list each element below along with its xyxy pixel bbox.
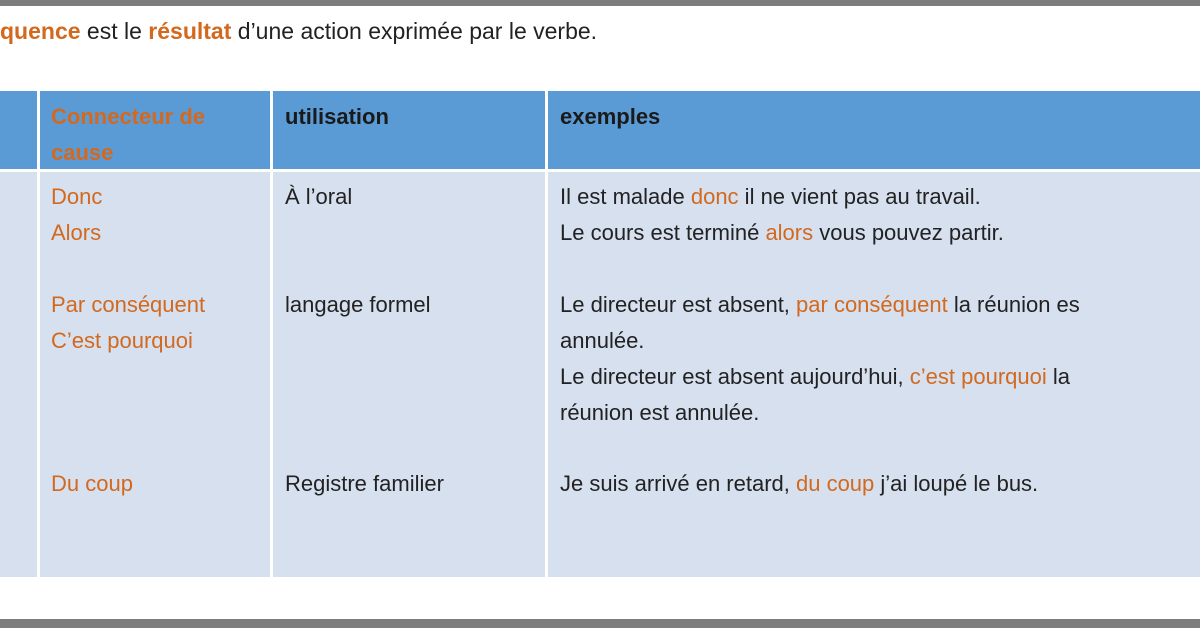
- connecteur-donc: Donc: [51, 184, 103, 209]
- exemple-line: Le directeur est absent, par conséquent la réunion es: [560, 292, 1080, 317]
- exemple-line: annulée.: [560, 328, 645, 353]
- utilisation-formel: langage formel: [285, 292, 431, 317]
- header-cell-exemples: [548, 91, 1200, 169]
- exemple-line: Il est malade donc il ne vient pas au travail.: [560, 184, 981, 209]
- header-connecteur: Connecteur de cause: [51, 104, 206, 165]
- top-border: [0, 0, 1200, 6]
- intro-sentence: [0, 18, 597, 45]
- intro-highlight-resultat: résultat: [148, 18, 232, 44]
- connecteur-alors: Alors: [51, 220, 102, 245]
- connecteur-du-coup: Du coup: [51, 471, 133, 496]
- exemple-line: Le directeur est absent aujourd’hui, c’est pourquoi la: [560, 364, 1071, 389]
- exemple-line: réunion est annulée.: [560, 400, 760, 425]
- connecteurs-table: [0, 91, 1200, 577]
- intro-highlight-consequence: quence: [0, 18, 81, 44]
- header-cell-empty: [0, 91, 37, 169]
- header-utilisation: utilisation: [285, 104, 389, 129]
- exemple-line: Le cours est terminé alors vous pouvez partir.: [560, 220, 1004, 245]
- connecteur-cest-pourquoi: C’est pourquoi: [51, 328, 193, 353]
- body-column-connecteurs: [40, 172, 270, 577]
- connecteur-par-consequent: Par conséquent: [51, 292, 206, 317]
- body-column-utilisation: [273, 172, 545, 577]
- utilisation-familier: Registre familier: [285, 471, 444, 496]
- bottom-border: [0, 619, 1200, 628]
- header-exemples: exemples: [560, 104, 661, 129]
- exemple-line: Je suis arrivé en retard, du coup j’ai loupé le bus.: [560, 471, 1039, 496]
- intro-text-2: d’une action exprimée par le verbe.: [231, 18, 598, 44]
- body-cell-empty: [0, 172, 37, 577]
- header-cell-connecteur: [40, 91, 270, 169]
- utilisation-oral: À l’oral: [285, 184, 353, 209]
- header-cell-utilisation: [273, 91, 545, 169]
- body-column-exemples: [548, 172, 1200, 577]
- intro-text-1: est le: [80, 18, 149, 44]
